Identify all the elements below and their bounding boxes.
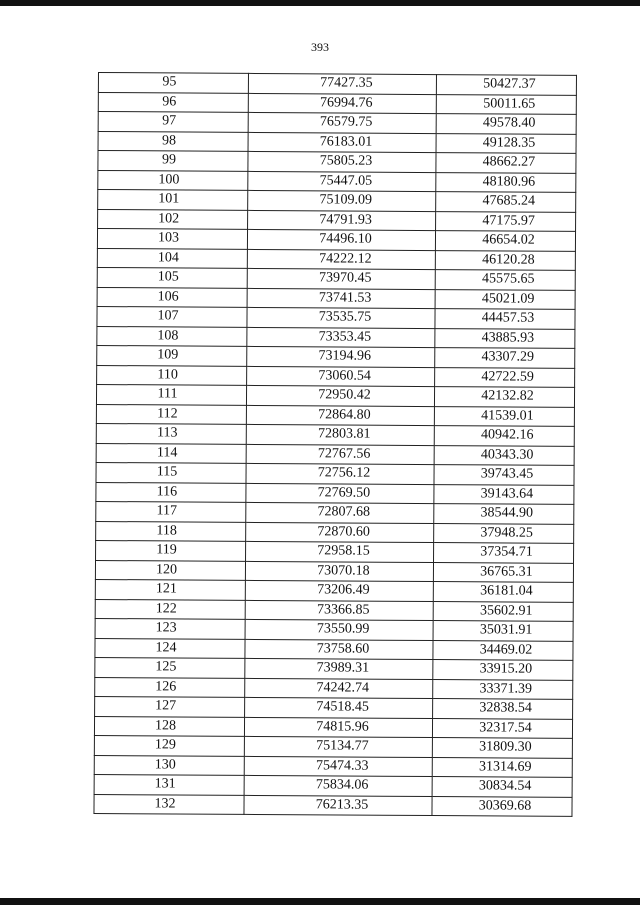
table-cell-col-index: 125 [95, 657, 245, 677]
table-cell-col-value-a: 73989.31 [245, 658, 433, 679]
table-cell-col-index: 105 [97, 267, 247, 287]
table-row [98, 170, 576, 192]
table-cell-col-value-b: 41539.01 [434, 406, 574, 426]
table-cell-col-value-b: 37948.25 [434, 523, 574, 543]
table-row [95, 579, 573, 601]
table-cell-col-index: 101 [98, 190, 248, 210]
table-row [96, 443, 574, 465]
table-cell-col-value-b: 34469.02 [433, 640, 573, 660]
table-cell-col-value-b: 45021.09 [435, 289, 575, 309]
table-cell-col-value-b: 40942.16 [434, 426, 574, 446]
table-cell-col-value-b: 48180.96 [436, 172, 576, 192]
table-cell-col-value-a: 72958.15 [246, 541, 434, 562]
table-cell-col-value-a: 72767.56 [246, 444, 434, 465]
table-cell-col-index: 110 [97, 365, 247, 385]
table-cell-col-value-a: 73535.75 [247, 307, 435, 328]
table-cell-col-value-a: 74815.96 [244, 717, 432, 738]
table-cell-col-value-b: 46120.28 [435, 250, 575, 270]
table-cell-col-index: 112 [96, 404, 246, 424]
table-cell-col-index: 129 [94, 735, 244, 755]
table-row [98, 209, 576, 231]
table-cell-col-value-b: 31809.30 [432, 738, 572, 758]
data-table [93, 72, 577, 817]
table-cell-col-value-a: 76579.75 [248, 112, 436, 133]
table-cell-col-value-b: 47175.97 [436, 211, 576, 231]
table-cell-col-value-a: 73970.45 [247, 268, 435, 289]
table-cell-col-value-a: 75834.06 [244, 775, 432, 796]
table-row [97, 326, 575, 348]
table-cell-col-value-a: 75805.23 [248, 151, 436, 172]
table-cell-col-value-b: 43885.93 [435, 328, 575, 348]
table-cell-col-value-a: 73070.18 [245, 561, 433, 582]
table-row [95, 696, 573, 718]
table-cell-col-value-a: 74791.93 [248, 210, 436, 231]
table-row [97, 229, 575, 251]
table-cell-col-value-b: 36181.04 [433, 582, 573, 602]
table-cell-col-value-b: 35602.91 [433, 601, 573, 621]
table-cell-col-value-b: 39143.64 [434, 484, 574, 504]
table-body [94, 73, 577, 817]
table-cell-col-value-a: 73206.49 [245, 580, 433, 601]
table-cell-col-value-a: 74496.10 [247, 229, 435, 250]
table-cell-col-value-b: 47685.24 [436, 192, 576, 212]
table-cell-col-index: 114 [96, 443, 246, 463]
table-cell-col-index: 98 [98, 131, 248, 151]
table-cell-col-index: 95 [98, 73, 248, 93]
table-row [94, 774, 572, 796]
table-cell-col-index: 111 [96, 384, 246, 404]
table-cell-col-value-b: 32838.54 [433, 699, 573, 719]
table-cell-col-index: 127 [95, 696, 245, 716]
table-cell-col-value-a: 76213.35 [244, 795, 432, 816]
table-row [97, 365, 575, 387]
table-row [96, 423, 574, 445]
table-cell-col-index: 120 [95, 560, 245, 580]
table-cell-col-value-a: 72803.81 [246, 424, 434, 445]
table-cell-col-value-a: 72769.50 [246, 483, 434, 504]
table-cell-col-value-a: 75474.33 [244, 756, 432, 777]
scan-top-border [0, 0, 640, 6]
table-row [96, 404, 574, 426]
table-cell-col-index: 118 [96, 521, 246, 541]
table-cell-col-value-a: 72950.42 [246, 385, 434, 406]
table-cell-col-value-a: 77427.35 [248, 73, 436, 94]
table-row [97, 345, 575, 367]
table-cell-col-value-b: 48662.27 [436, 153, 576, 173]
table-cell-col-value-a: 73741.53 [247, 288, 435, 309]
table-row [94, 755, 572, 777]
table-cell-col-value-b: 31314.69 [432, 757, 572, 777]
table-cell-col-value-a: 73366.85 [245, 600, 433, 621]
table-cell-col-value-b: 42132.82 [434, 387, 574, 407]
table-cell-col-index: 115 [96, 462, 246, 482]
table-cell-col-value-b: 46654.02 [435, 231, 575, 251]
table-cell-col-index: 130 [94, 755, 244, 775]
table-row [95, 638, 573, 660]
table-cell-col-index: 123 [95, 618, 245, 638]
table-row [98, 73, 576, 95]
table-row [96, 540, 574, 562]
table-cell-col-index: 122 [95, 599, 245, 619]
table-cell-col-value-b: 33371.39 [433, 679, 573, 699]
table-cell-col-value-a: 76994.76 [248, 93, 436, 114]
table-cell-col-index: 99 [98, 151, 248, 171]
table-cell-col-index: 119 [96, 540, 246, 560]
table-cell-col-value-b: 36765.31 [433, 562, 573, 582]
table-cell-col-value-b: 39743.45 [434, 465, 574, 485]
table-row [97, 306, 575, 328]
table-row [94, 716, 572, 738]
table-cell-col-value-a: 75109.09 [248, 190, 436, 211]
table-cell-col-index: 117 [96, 501, 246, 521]
table-row [95, 599, 573, 621]
table-cell-col-value-a: 73353.45 [247, 327, 435, 348]
table-cell-col-value-a: 72756.12 [246, 463, 434, 484]
table-cell-col-value-b: 49578.40 [436, 114, 576, 134]
table-cell-col-index: 116 [96, 482, 246, 502]
table-cell-col-value-b: 40343.30 [434, 445, 574, 465]
table-cell-col-value-a: 72864.80 [246, 405, 434, 426]
table-cell-col-index: 106 [97, 287, 247, 307]
table-cell-col-value-a: 75134.77 [244, 736, 432, 757]
scan-bottom-border [0, 898, 640, 905]
table-cell-col-value-b: 30369.68 [432, 796, 572, 816]
table-row [96, 462, 574, 484]
table-cell-col-index: 104 [97, 248, 247, 268]
table-cell-col-index: 124 [95, 638, 245, 658]
table-cell-col-index: 128 [94, 716, 244, 736]
table-cell-col-value-a: 74242.74 [245, 678, 433, 699]
table-cell-col-index: 113 [96, 423, 246, 443]
table-cell-col-index: 131 [94, 774, 244, 794]
table-row [95, 618, 573, 640]
table-cell-col-value-b: 50011.65 [436, 94, 576, 114]
table-cell-col-index: 102 [98, 209, 248, 229]
table-cell-col-index: 97 [98, 112, 248, 132]
table-row [98, 190, 576, 212]
table-row [95, 677, 573, 699]
table-cell-col-value-b: 32317.54 [432, 718, 572, 738]
table-row [94, 735, 572, 757]
table-row [96, 501, 574, 523]
table-cell-col-value-a: 74518.45 [245, 697, 433, 718]
table-cell-col-value-a: 73194.96 [247, 346, 435, 367]
table-row [97, 248, 575, 270]
table-row [94, 794, 572, 816]
table-cell-col-index: 132 [94, 794, 244, 814]
table-row [96, 384, 574, 406]
table-cell-col-value-b: 50427.37 [436, 75, 576, 95]
table-cell-col-value-b: 37354.71 [434, 543, 574, 563]
table-row [96, 521, 574, 543]
table-cell-col-value-a: 73550.99 [245, 619, 433, 640]
table-cell-col-index: 103 [97, 229, 247, 249]
table-row [95, 657, 573, 679]
table-cell-col-value-b: 42722.59 [435, 367, 575, 387]
table-row [97, 267, 575, 289]
table-cell-col-index: 108 [97, 326, 247, 346]
table-row [98, 131, 576, 153]
table-cell-col-value-b: 45575.65 [435, 270, 575, 290]
table-cell-col-index: 109 [97, 345, 247, 365]
table-cell-col-index: 96 [98, 92, 248, 112]
table-cell-col-value-b: 38544.90 [434, 504, 574, 524]
table-cell-col-index: 100 [98, 170, 248, 190]
table-cell-col-value-a: 74222.12 [247, 249, 435, 270]
table-cell-col-value-b: 35031.91 [433, 621, 573, 641]
table-cell-col-index: 121 [95, 579, 245, 599]
table-row [98, 92, 576, 114]
table-cell-col-value-a: 73758.60 [245, 639, 433, 660]
table-cell-col-value-a: 72870.60 [246, 522, 434, 543]
table-cell-col-value-b: 33915.20 [433, 660, 573, 680]
table-cell-col-index: 126 [95, 677, 245, 697]
table-cell-col-value-b: 43307.29 [435, 348, 575, 368]
table-cell-col-value-b: 49128.35 [436, 133, 576, 153]
table-row [95, 560, 573, 582]
table-cell-col-value-b: 44457.53 [435, 309, 575, 329]
table-row [98, 151, 576, 173]
table-cell-col-value-a: 75447.05 [248, 171, 436, 192]
table-row [97, 287, 575, 309]
table-cell-col-value-a: 72807.68 [246, 502, 434, 523]
table-row [98, 112, 576, 134]
table-cell-col-value-b: 30834.54 [432, 777, 572, 797]
page-number: 393 [311, 40, 329, 54]
table-row [96, 482, 574, 504]
table-cell-col-index: 107 [97, 306, 247, 326]
table-cell-col-value-a: 76183.01 [248, 132, 436, 153]
table-cell-col-value-a: 73060.54 [247, 366, 435, 387]
